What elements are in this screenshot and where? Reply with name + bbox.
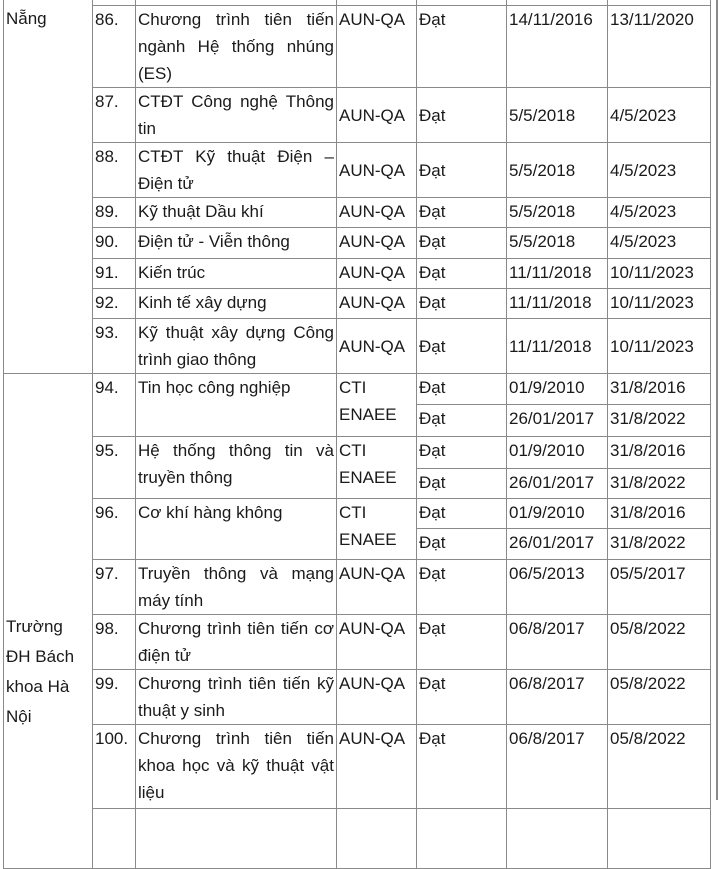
row-number: 92. xyxy=(93,289,136,319)
status: Đạt xyxy=(417,374,507,405)
row-number: 100. xyxy=(93,725,136,809)
valid-from-date: 26/01/2017 xyxy=(507,405,608,437)
valid-to-date: 4/5/2023 xyxy=(608,198,711,228)
status: Đạt xyxy=(417,198,507,228)
status: Đạt xyxy=(417,259,507,289)
valid-to-date: 13/11/2020 xyxy=(608,6,711,88)
accreditation-org: AUN-QA xyxy=(337,198,417,228)
valid-to-date: 10/11/2023 xyxy=(608,319,711,374)
program-name: Điện tử - Viễn thông xyxy=(136,228,337,259)
row-number: 94. xyxy=(93,374,136,437)
valid-from-date: 06/5/2013 xyxy=(507,560,608,615)
row-number: 87. xyxy=(93,88,136,143)
program-name: Chương trình tiên tiến cơ điện tử xyxy=(136,615,337,670)
valid-from-date: 01/9/2010 xyxy=(507,374,608,405)
table-row xyxy=(4,499,711,529)
valid-from-date: 26/01/2017 xyxy=(507,529,608,560)
program-name: Chương trình tiên tiến khoa học và kỹ thuật vật liệu xyxy=(136,725,337,809)
program-name: CTĐT Kỹ thuật Điện – Điện tử xyxy=(136,143,337,198)
table-row xyxy=(4,198,711,228)
row-number: 89. xyxy=(93,198,136,228)
status: Đạt xyxy=(417,319,507,374)
valid-from-date: 11/11/2018 xyxy=(507,289,608,319)
accreditation-org: AUN-QA xyxy=(337,670,417,725)
valid-to-date: 10/11/2023 xyxy=(608,259,711,289)
status: Đạt xyxy=(417,289,507,319)
accreditation-org: AUN-QA xyxy=(337,615,417,670)
program-name: Kiến trúc xyxy=(136,259,337,289)
row-number: 99. xyxy=(93,670,136,725)
valid-from-date: 06/8/2017 xyxy=(507,670,608,725)
program-name: Chương trình tiên tiến ngành Hệ thống nhúng (ES) xyxy=(136,6,337,88)
valid-from-date: 01/9/2010 xyxy=(507,437,608,469)
table-row xyxy=(4,437,711,469)
row-number: 90. xyxy=(93,228,136,259)
table-row xyxy=(4,259,711,289)
valid-from-date: 11/11/2018 xyxy=(507,259,608,289)
table-cell-empty xyxy=(417,809,507,869)
status: Đạt xyxy=(417,469,507,499)
valid-to-date: 31/8/2016 xyxy=(608,374,711,405)
accreditation-org: AUN-QA xyxy=(337,259,417,289)
row-number: 93. xyxy=(93,319,136,374)
valid-from-date: 5/5/2018 xyxy=(507,88,608,143)
table-row xyxy=(4,374,711,405)
accreditation-org: AUN-QA xyxy=(337,88,417,143)
table-outer-border xyxy=(716,0,718,800)
table-row xyxy=(4,615,711,670)
row-number: 97. xyxy=(93,560,136,615)
table-row xyxy=(4,228,711,259)
accreditation-org: CTI ENAEE xyxy=(337,374,417,437)
valid-from-date: 26/01/2017 xyxy=(507,469,608,499)
valid-to-date: 31/8/2022 xyxy=(608,469,711,499)
status: Đạt xyxy=(417,725,507,809)
program-name: CTĐT Công nghệ Thông tin xyxy=(136,88,337,143)
table-cell-empty xyxy=(608,809,711,869)
accreditation-org: AUN-QA xyxy=(337,560,417,615)
program-name: Kỹ thuật xây dựng Công trình giao thông xyxy=(136,319,337,374)
accreditation-org: AUN-QA xyxy=(337,143,417,198)
status: Đạt xyxy=(417,560,507,615)
table-row xyxy=(4,670,711,725)
table-cell-empty xyxy=(136,809,337,869)
institution-cell: Nẵng xyxy=(4,0,93,374)
valid-to-date: 05/5/2017 xyxy=(608,560,711,615)
program-name: Chương trình tiên tiến kỹ thuật y sinh xyxy=(136,670,337,725)
row-number: 96. xyxy=(93,499,136,560)
status: Đạt xyxy=(417,529,507,560)
program-name: Tin học công nghiệp xyxy=(136,374,337,437)
institution-cell: Trường ĐH Bách khoa Hà Nội xyxy=(4,374,93,869)
program-name: Kỹ thuật Dầu khí xyxy=(136,198,337,228)
table-row xyxy=(4,289,711,319)
valid-from-date: 5/5/2018 xyxy=(507,198,608,228)
valid-from-date: 5/5/2018 xyxy=(507,143,608,198)
status: Đạt xyxy=(417,88,507,143)
valid-to-date: 31/8/2022 xyxy=(608,405,711,437)
accreditation-table-container xyxy=(3,0,711,869)
valid-to-date: 31/8/2016 xyxy=(608,499,711,529)
program-name: Cơ khí hàng không xyxy=(136,499,337,560)
valid-from-date: 11/11/2018 xyxy=(507,319,608,374)
valid-to-date: 4/5/2023 xyxy=(608,88,711,143)
status: Đạt xyxy=(417,615,507,670)
valid-to-date: 05/8/2022 xyxy=(608,615,711,670)
row-number: 98. xyxy=(93,615,136,670)
valid-to-date: 05/8/2022 xyxy=(608,725,711,809)
valid-to-date: 31/8/2016 xyxy=(608,437,711,469)
valid-from-date: 5/5/2018 xyxy=(507,228,608,259)
valid-from-date: 06/8/2017 xyxy=(507,615,608,670)
row-number: 95. xyxy=(93,437,136,499)
valid-to-date: 10/11/2023 xyxy=(608,289,711,319)
status: Đạt xyxy=(417,228,507,259)
table-row xyxy=(4,6,711,88)
table-row xyxy=(4,725,711,809)
table-cell-empty xyxy=(337,809,417,869)
row-number: 86. xyxy=(93,6,136,88)
valid-to-date: 05/8/2022 xyxy=(608,670,711,725)
status: Đạt xyxy=(417,499,507,529)
accreditation-org: AUN-QA xyxy=(337,289,417,319)
row-number: 91. xyxy=(93,259,136,289)
status: Đạt xyxy=(417,437,507,469)
table-row xyxy=(4,143,711,198)
table-cell-empty xyxy=(507,809,608,869)
table-row xyxy=(4,560,711,615)
valid-from-date: 14/11/2016 xyxy=(507,6,608,88)
accreditation-org: AUN-QA xyxy=(337,725,417,809)
status: Đạt xyxy=(417,6,507,88)
accreditation-table xyxy=(3,0,711,869)
status: Đạt xyxy=(417,405,507,437)
row-number: 88. xyxy=(93,143,136,198)
program-name: Kinh tế xây dựng xyxy=(136,289,337,319)
accreditation-org: CTI ENAEE xyxy=(337,499,417,560)
valid-to-date: 4/5/2023 xyxy=(608,143,711,198)
table-cell-empty xyxy=(93,809,136,869)
program-name: Hệ thống thông tin và truyền thông xyxy=(136,437,337,499)
status: Đạt xyxy=(417,670,507,725)
valid-from-date: 06/8/2017 xyxy=(507,725,608,809)
accreditation-org: AUN-QA xyxy=(337,228,417,259)
valid-from-date: 01/9/2010 xyxy=(507,499,608,529)
accreditation-org: AUN-QA xyxy=(337,319,417,374)
table-row xyxy=(4,88,711,143)
accreditation-org: CTI ENAEE xyxy=(337,437,417,499)
table-row-partial xyxy=(4,809,711,869)
program-name: Truyền thông và mạng máy tính xyxy=(136,560,337,615)
valid-to-date: 4/5/2023 xyxy=(608,228,711,259)
valid-to-date: 31/8/2022 xyxy=(608,529,711,560)
status: Đạt xyxy=(417,143,507,198)
accreditation-org: AUN-QA xyxy=(337,6,417,88)
table-row xyxy=(4,319,711,374)
